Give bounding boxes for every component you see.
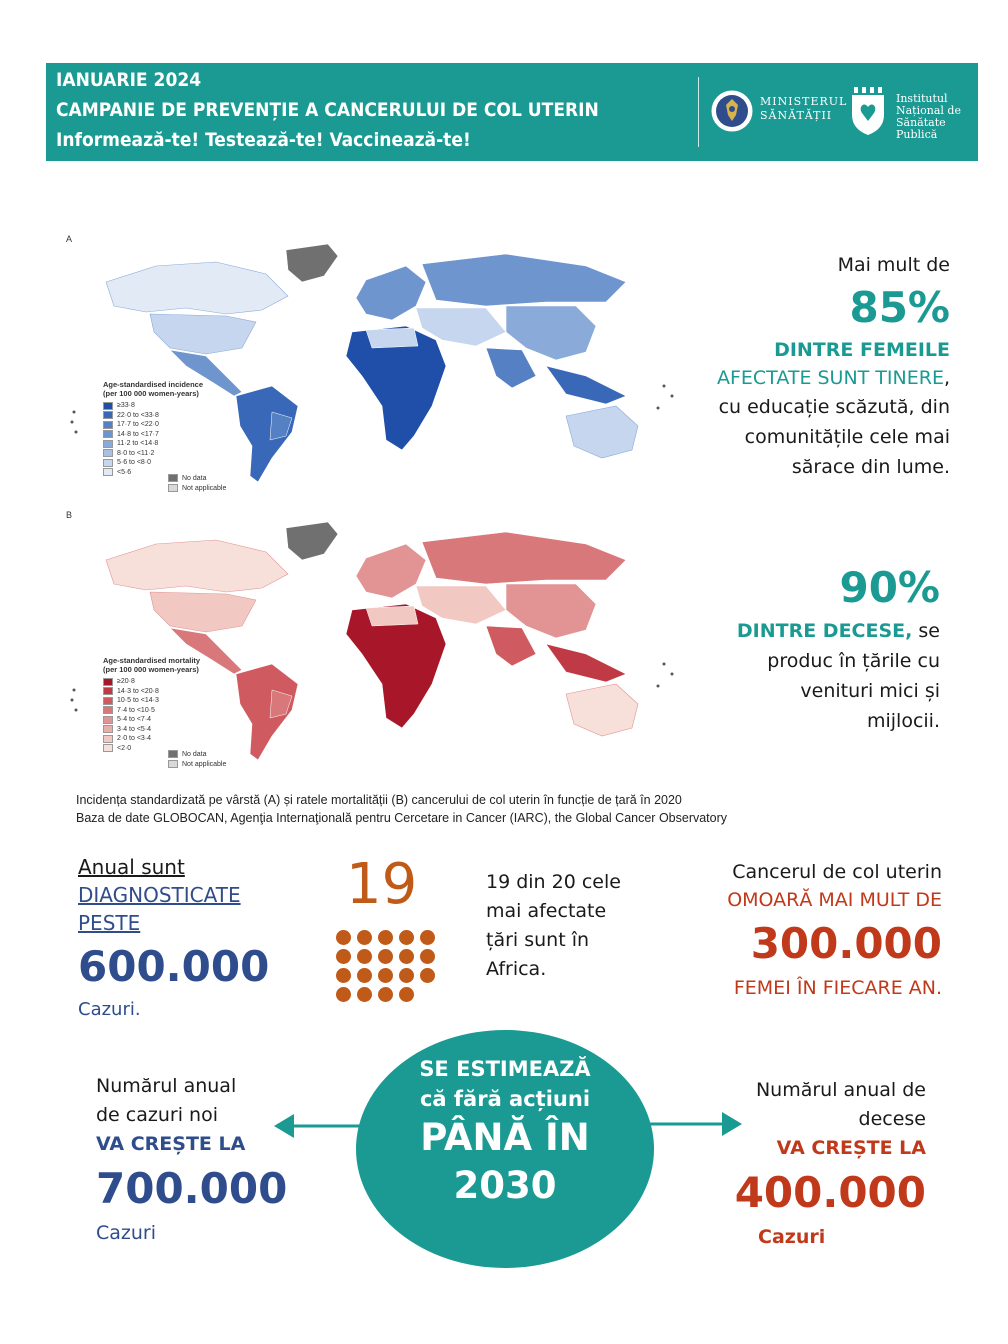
map_a-legend-item (103, 458, 243, 468)
map_b-legend-label: 2·0 to <3·4 (117, 735, 152, 743)
header-banner (46, 63, 978, 161)
annual-cases-block (78, 853, 308, 1023)
projection-right-line2: decese (858, 1108, 926, 1130)
map-b-no-data: No data (168, 750, 207, 758)
africa-dot (399, 949, 414, 964)
map_a-legend-swatch (103, 459, 113, 467)
map_b-legend-swatch (103, 706, 113, 714)
africa-dot (399, 930, 414, 945)
deaths-current-line3: FEMEI ÎN FIECARE AN. (733, 977, 942, 999)
circle-line4: 2030 (453, 1164, 557, 1207)
africa-dot (399, 987, 414, 1002)
deaths-current-value: 300.000 (750, 919, 942, 968)
map-b-legend-title: Age-standardised mortality (103, 656, 201, 665)
map-b-legend-subtitle: (per 100 000 women-years) (103, 665, 199, 674)
insp-logo-icon (848, 85, 888, 137)
map_a-legend-item (103, 401, 243, 411)
circle-line3: PÂNĂ ÎN (420, 1116, 590, 1159)
africa-dot (336, 930, 351, 945)
annual-cases-line3: PESTE (78, 911, 141, 935)
map_a-legend-label: 8·0 to <11·2 (117, 449, 155, 457)
header-slogan: Informează-te! Testează-te! Vaccinează-te! (56, 129, 471, 151)
africa-dot (378, 930, 393, 945)
insp-name-line1: Institutul (896, 92, 948, 105)
map_b-legend-label: ≥20·8 (117, 678, 135, 686)
deaths-current-block (642, 858, 942, 1002)
africa-line3: țări sunt în (486, 929, 590, 951)
ministry-name-line1: MINISTERUL (760, 95, 848, 108)
stat-85-line4: comunitățile cele mai (744, 426, 950, 448)
header-title: CAMPANIE DE PREVENȚIE A CANCERULUI DE COL UTERIN (56, 99, 599, 121)
africa-dot (399, 968, 414, 983)
map_b-legend-item (103, 706, 243, 716)
map_a-legend-swatch (103, 402, 113, 410)
annual-cases-value: 600.000 (78, 942, 270, 991)
africa-dot (420, 930, 435, 945)
map_b-legend-swatch (103, 687, 113, 695)
deaths-current-line2: OMOARĂ MAI MULT DE (727, 889, 942, 911)
africa-dot (357, 949, 372, 964)
map_b-legend-swatch (103, 735, 113, 743)
map_a-legend-label: 5·6 to <8·0 (117, 459, 152, 467)
map_b-legend-item (103, 687, 243, 697)
stat-85-value: 85% (849, 283, 950, 332)
projection-left-unit: Cazuri (96, 1222, 157, 1244)
annual-cases-unit: Cazuri. (78, 999, 141, 1020)
africa-number: 19 (346, 852, 418, 917)
africa-dot (420, 949, 435, 964)
stat-85-line2: AFECTATE SUNT TINERE, (716, 367, 950, 389)
map-b-legend (103, 656, 243, 768)
header-divider (698, 77, 699, 147)
map_b-legend-label: 3·4 to <5·4 (117, 725, 152, 733)
map_b-legend-item (103, 715, 243, 725)
map_a-legend-swatch (103, 440, 113, 448)
map-b-not-applicable: Not applicable (168, 760, 226, 768)
circle-line2: că fără acțiuni (419, 1087, 591, 1111)
map_a-legend-item (103, 411, 243, 421)
map_a-legend-label: ≥33·8 (117, 402, 135, 410)
projection-right-value: 400.000 (734, 1168, 926, 1217)
map-a-no-data: No data (168, 474, 207, 482)
map_b-legend-label: 14·3 to <20·8 (117, 687, 159, 695)
stat-90-line1: DINTRE DECESE, se (736, 620, 940, 642)
projection-left-block (96, 1072, 296, 1247)
africa-dot (420, 968, 435, 983)
africa-line2: mai afectate (486, 900, 607, 922)
map_b-legend-item (103, 677, 243, 687)
map-a-legend-title: Age-standardised incidence (103, 380, 204, 389)
stat-90-line4: mijlocii. (866, 710, 940, 732)
map_b-legend-item (103, 734, 243, 744)
stat-90-line3: venituri mici și (800, 680, 940, 702)
annual-cases-line1: Anual sunt (78, 855, 185, 879)
map_a-legend-item (103, 439, 243, 449)
circle-line1: SE ESTIMEAZĂ (419, 1057, 591, 1081)
projection-left-line1: Numărul anual (96, 1075, 237, 1097)
map_a-legend-label: 14·8 to <17·7 (117, 430, 159, 438)
map_b-legend-swatch (103, 725, 113, 733)
africa-line4: Africa. (486, 958, 547, 980)
map_a-legend-swatch (103, 449, 113, 457)
map_b-legend-swatch (103, 697, 113, 705)
map_b-legend-label: 5·4 to <7·4 (117, 716, 152, 724)
map_a-legend-label: 22·0 to <33·8 (117, 411, 159, 419)
projection-left-line2: de cazuri noi (96, 1104, 218, 1126)
caption-line2: Baza de date GLOBOCAN, Agenţia Internaţională pentru Cercetare in Cancer (IARC), the Global Cancer Observatory (76, 811, 728, 825)
africa-line1: 19 din 20 cele (486, 871, 621, 893)
map_a-legend-swatch (103, 430, 113, 438)
map_b-legend-swatch (103, 678, 113, 686)
map_b-legend-item (103, 696, 243, 706)
projection-left-value: 700.000 (96, 1164, 288, 1213)
africa-dot (357, 930, 372, 945)
map-a-letter: A (66, 234, 73, 244)
map_a-legend-label: <5·6 (117, 468, 132, 476)
africa-dot (357, 987, 372, 1002)
stat-90-block (640, 560, 940, 736)
stat-85-line5: sărace din lume. (791, 456, 950, 478)
map_b-legend-swatch (103, 716, 113, 724)
map_b-legend-swatch (103, 744, 113, 752)
map_a-legend-label: 17·7 to <22·0 (117, 421, 159, 429)
stat-85-block (630, 250, 950, 482)
africa-text (486, 868, 621, 984)
stat-85-pre: Mai mult de (837, 254, 950, 276)
stat-90-line2: produc în țările cu (767, 650, 940, 672)
insp-name-line2: Național de (896, 104, 961, 117)
stat-85-line3: cu educație scăzută, din (718, 396, 950, 418)
map-a-not-applicable: Not applicable (168, 484, 226, 492)
map_a-legend-swatch (103, 468, 113, 476)
map_a-legend-swatch (103, 411, 113, 419)
africa-dot (336, 968, 351, 983)
ministry-name-line2: SĂNĂTĂȚII (760, 109, 833, 122)
annual-cases-line2: DIAGNOSTICATE (78, 883, 241, 907)
map-a-legend-subtitle: (per 100 000 women-years) (103, 389, 199, 398)
africa-dot (378, 987, 393, 1002)
stat-85-line1: DINTRE FEMEILE (774, 339, 950, 361)
projection-left-line3: VA CREȘTE LA (96, 1133, 246, 1155)
caption-line1: Incidența standardizată pe vârstă (A) și ratele mortalității (B) cancerului de col uterin în funcție de țară în 2020 (76, 793, 682, 807)
map_a-legend-item (103, 430, 243, 440)
source-caption (76, 791, 727, 827)
africa-dot (378, 968, 393, 983)
insp-name-line3: Sănătate Publică (896, 116, 946, 141)
projection-right-unit: Cazuri (758, 1226, 826, 1248)
header-date: IANUARIE 2024 (56, 69, 202, 91)
map-a-legend (103, 380, 243, 492)
projection-circle (356, 1030, 654, 1268)
projection-right-line3: VA CREȘTE LA (776, 1137, 926, 1159)
map_a-legend-item (103, 449, 243, 459)
africa-dots (336, 930, 436, 1002)
map_b-legend-item (103, 725, 243, 735)
africa-dot (336, 949, 351, 964)
stat-90-value: 90% (839, 563, 940, 612)
map_b-legend-label: 7·4 to <10·5 (117, 706, 155, 714)
ministry-seal-icon (710, 89, 754, 133)
map_b-legend-label: <2·0 (117, 744, 132, 752)
projection-right-block (706, 1076, 926, 1251)
deaths-current-line1: Cancerul de col uterin (732, 861, 942, 883)
map_a-legend-item (103, 420, 243, 430)
africa-dot (336, 987, 351, 1002)
map_a-legend-swatch (103, 421, 113, 429)
africa-dot (378, 949, 393, 964)
map_b-legend-label: 10·5 to <14·3 (117, 697, 159, 705)
map_a-legend-label: 11·2 to <14·8 (117, 440, 159, 448)
africa-dot (357, 968, 372, 983)
map-b-letter: B (66, 510, 73, 520)
projection-right-line1: Numărul anual de (755, 1079, 926, 1101)
